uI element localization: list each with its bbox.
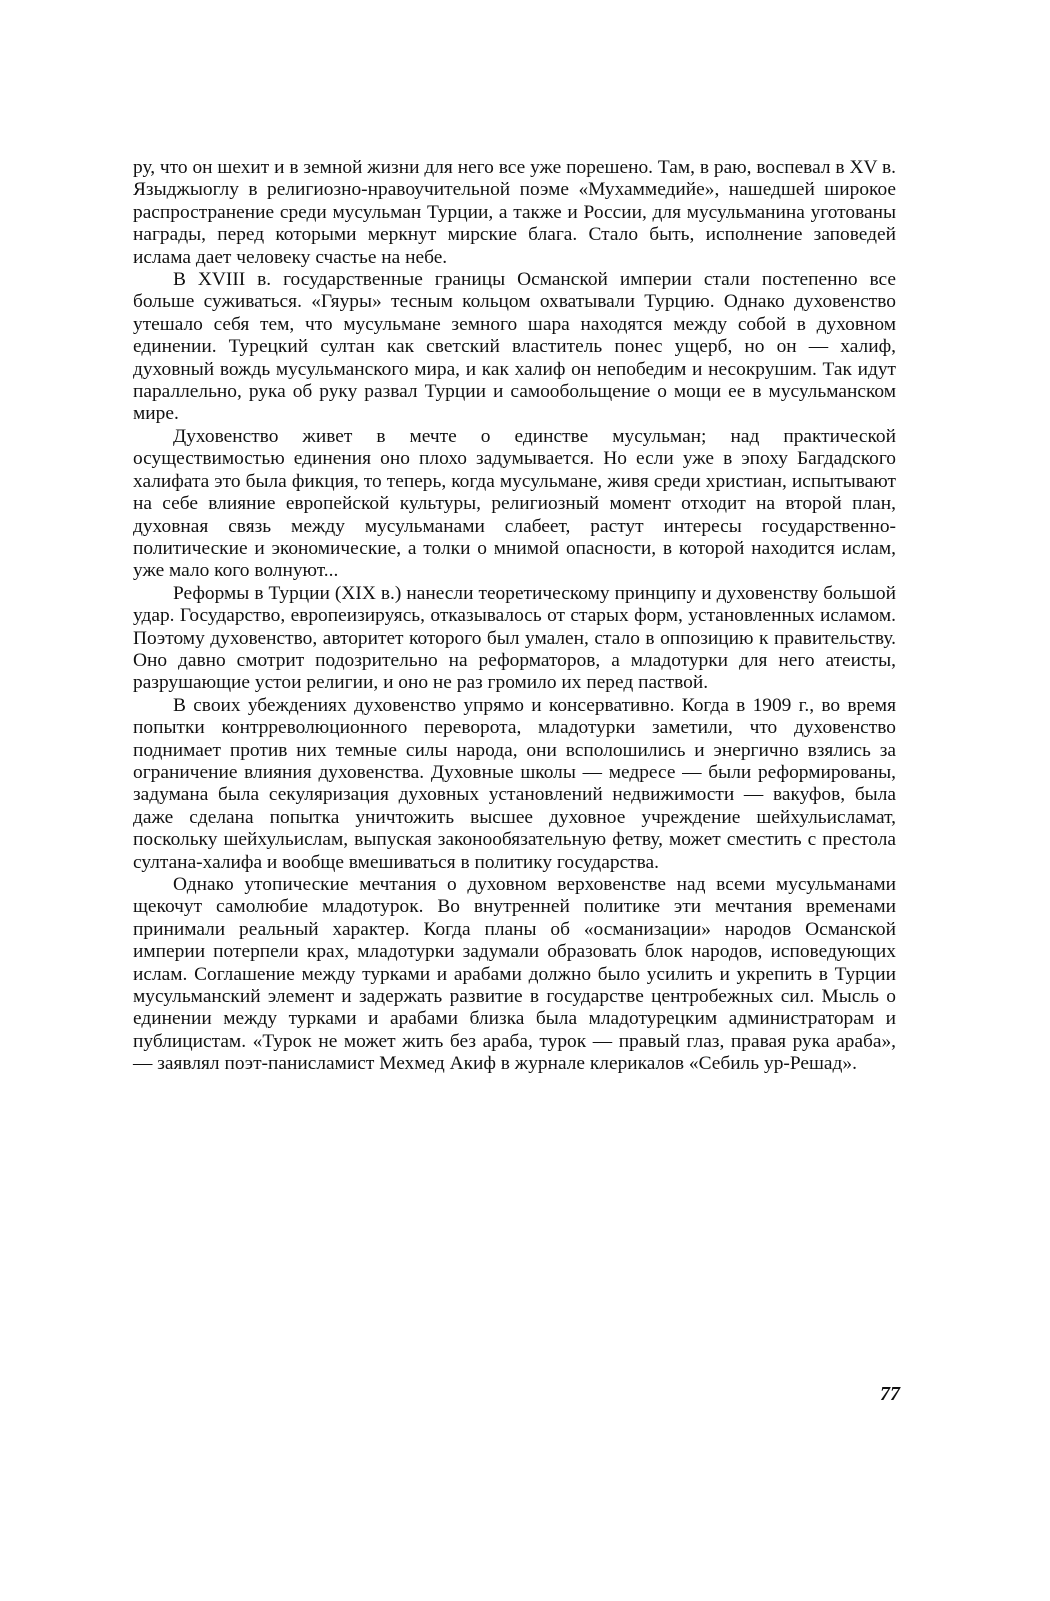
- page-number: 77: [880, 1383, 900, 1405]
- paragraph-xviii-century: В XVIII в. государственные границы Османской империи стали постепенно все больше суживаться. «Гяуры» тесным кольцом охватывали Турцию. Однако духовенство утешало себя тем, что мусульмане земного шара находятся между собой в духовном единении. Турецкий султан как светский властитель понес ущерб, но он — халиф, духовный вождь мусульманского мира, и как халиф он непобедим и несокрушим. Так идут параллельно, рука об руку развал Турции и самообольщение о мощи ее в мусульманском мире.: [133, 269, 896, 425]
- paragraph-continuation: ру, что он шехит и в земной жизни для него все уже порешено. Там, в раю, воспевал в XV в. Языджыоглу в религиозно-нравоучительной поэме «Мухаммедийе», нашедшей широкое распространение среди мусульман Турции, а также и России, для мусульманина уготованы награды, перед которыми меркнут мирские блага. Стало быть, исполнение заповедей ислама дает человеку счастье на небе.: [133, 157, 896, 268]
- page-body: [133, 157, 896, 1076]
- paragraph-convictions: В своих убеждениях духовенство упрямо и консервативно. Когда в 1909 г., во время попытки контрреволюционного переворота, младотурки заметили, что духовенство поднимает против них темные силы народа, они всполошились и энергично взялись за ограничение влияния духовенства. Духовные школы — медресе — были реформированы, задумана была секуляризация духовных установлений недвижимости — вакуфов, была даже сделана попытка уничтожить высшее духовное учреждение шейхульисламат, поскольку шейхульислам, выпуская законообязательную фетву, может сместить с престола султана-халифа и вообще вмешиваться в политику государства.: [133, 694, 896, 873]
- paragraph-utopian-dreams: Однако утопические мечтания о духовном верховенстве над всеми мусульманами щекочут самолюбие младотурок. Во внутренней политике эти мечтания временами принимали реальный характер. Когда планы об «османизации» народов Османской империи потерпели крах, младотурки задумали образовать блок народов, исповедующих ислам. Соглашение между турками и арабами должно было усилить и укрепить в Турции мусульманский элемент и задержать развитие в государстве центробежных сил. Мысль о единении между турками и арабами близка была младотурецким администраторам и публицистам. «Турок не может жить без араба, турок — правый глаз, правая рука араба», — заявлял поэт-панисламист Мехмед Акиф в журнале клерикалов «Себиль ур-Решад».: [133, 874, 896, 1075]
- paragraph-reforms: Реформы в Турции (XIX в.) нанесли теоретическому принципу и духовенству большой удар. Государство, европеизируясь, отказывалось от старых форм, установленных исламом. Поэтому духовенство, авторитет которого был умален, стало в оппозицию к правительству. Оно давно смотрит подозрительно на реформаторов, а младотурки для него атеисты, разрушающие устои религии, и оно не раз громило их перед паствой.: [133, 582, 896, 694]
- paragraph-clergy-dream: Духовенство живет в мечте о единстве мусульман; над практической осуществимостью единения оно плохо задумывается. Но если уже в эпоху Багдадского халифата это была фикция, то теперь, когда мусульмане, живя среди христиан, испытывают на себе влияние европейской культуры, религиозный момент отходит на второй план, духовная связь между мусульманами слабеет, растут интересы государственно-политические и экономические, а толки о мнимой опасности, в которой находится ислам, уже мало кого волнуют...: [133, 425, 896, 582]
